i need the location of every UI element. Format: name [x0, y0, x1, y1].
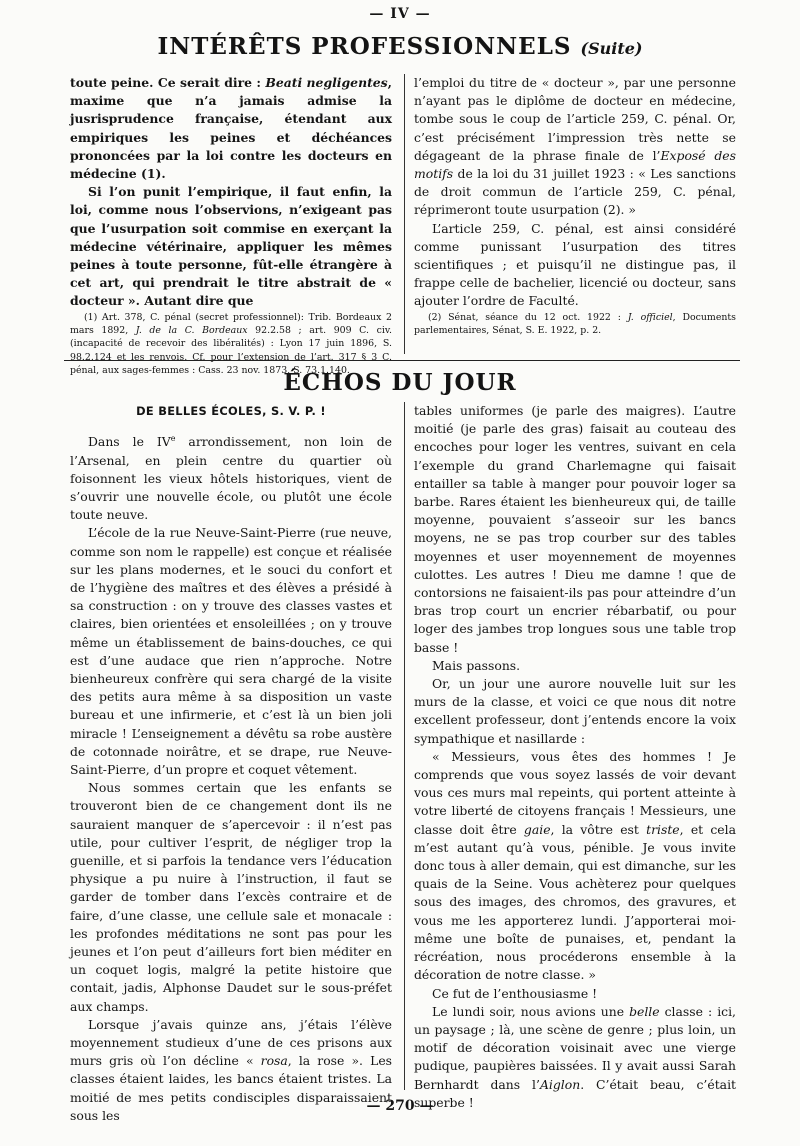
interets-right-column — [414, 74, 736, 337]
article-subhead: DE BELLES ÉCOLES, S. V. P. ! — [136, 404, 326, 418]
paragraph: Ce fut de l’enthousiasme ! — [432, 985, 598, 1001]
paragraph: Nous sommes certain que les enfants se trouveront bien de ce changement dont ils ne sauraient manquer de s’apercevoir : il n’est pas utile, pour cultiver l’esprit, de négliger trop la guenille, et si parfois la tendance vers l’éducation physique a pu nuire à l’instruction, il faut se garder de tomber dans l’excès contraire et de faire, d’une classe, une cellule sale et monacale : les profondes méditations ne sont pas pour les jeunes et l’on peut d’ailleurs fort bien méditer en un coquet logis, malgré la petite histoire que contait, jadis, Alphonse Daudet sur le sous-préfet aux champs. — [70, 780, 392, 1014]
paragraph: Le lundi soir, nous avions une belle classe : ici, un paysage ; là, une scène de genre ; plus loin, un motif de décoration voisinait avec une vierge pudique, paupières baissées. Il y avait aussi Sarah Bernhardt dans l’Aiglon. C’était beau, c’était superbe ! — [414, 1003, 737, 1110]
title-main: INTÉRÊTS PROFESSIONNELS — [157, 33, 572, 60]
section-divider — [64, 360, 740, 361]
echos-right-column — [414, 402, 736, 1112]
column-divider — [404, 402, 405, 1090]
footnote-2: (2) Sénat, séance du 12 oct. 1922 : J. officiel, Documents parlementaires, Sénat, S. E. 1922, p. 2. — [414, 311, 736, 337]
page-number: — 270 — — [366, 1098, 434, 1114]
paragraph: L’article 259, C. pénal, est ainsi considéré comme punissant l’usurpation des titres scientifiques ; et puisqu’il ne distingue pas, il frappe celle de bachelier, licencié ou docteur, sans ajouter l’ordre de Faculté. — [414, 220, 736, 309]
echos-left-column — [70, 402, 392, 1125]
section-title-echos: ÉCHOS DU JOUR — [283, 369, 517, 396]
footnote-1: (1) Art. 378, C. pénal (secret professionnel): Trib. Bordeaux 2 mars 1892, J. de la C. Bordeaux 92.2.58 ; art. 909 C. civ. (incapacité de recevoir des libéralités) : Lyon 17 juin 1896, S. 98.2.124 et les renvois. Cf. pour l’extension de l’art. 317 § 3 C. pénal, aux sages-femmes : Cass. 23 nov. 1873, S. 73.1.140. — [70, 311, 392, 377]
paragraph: « Messieurs, vous êtes des hommes ! Je comprends que vous soyez lassés de voir devant vous ces murs mal repeints, qui portent atteinte à votre liberté de citoyens français ! Messieurs, une classe doit être gaie, la vôtre est triste, et cela m’est autant qu’à vous, pénible. Je vous invite donc tous à aller demain, qui est dimanche, sur les quais de la Seine. Vous achèterez pour quelques sous des images, des chromos, des gravures, et vous me les apporterez lundi. J’apporterai moi-même une boîte de punaises, et, pendant la récréation, nous procéderons ensemble à la décoration de notre classe. » — [414, 748, 736, 983]
paragraph: toute peine. Ce serait dire : Beati negligentes, maxime que n’a jamais admise la jusrisprudence française, étendant aux empiriques les peines et déchéances prononcées par la loi contre les docteurs en médecine (1). — [70, 75, 392, 182]
paragraph: tables uniformes (je parle des maigres). L’autre moitié (je parle des gras) faisait au couteau des encoches pour loger les ventres, suivant en cela l’exemple du grand Charlemagne qui faisait entailler sa table à manger pour pouvoir loger sa barbe. Rares étaient les bienheureux qui, de taille moyenne, pouvaient s’asseoir sur les bancs moyens, ne se pas trop courber sur des tables moyennes et user moyennement de moyennes culottes. Les autres ! Dieu me damne ! que de contorsions ne faisaient-ils pas pour atteindre d’un bras trop court un encrier rébarbatif, ou pour loger des jambes trop longues sous une table trop basse ! — [414, 403, 736, 655]
paragraph: Si l’on punit l’empirique, il faut enfin, la loi, comme nous l’observions, n’exigeant pas que l’usurpation soit commise en exerçant la médecine vétérinaire, appliquer les mêmes peines à toute personne, fût-elle étrangère à cet art, qui prendrait le titre abstrait de « docteur ». Autant dire que — [70, 184, 392, 309]
interets-left-column — [70, 74, 392, 378]
column-divider — [404, 74, 405, 354]
paragraph: Or, un jour une aurore nouvelle luit sur les murs de la classe, et voici ce que nous dit notre excellent professeur, dont j’entends encore la voix sympathique et nasillarde : — [414, 676, 736, 746]
title-suite: (Suite) — [580, 39, 643, 58]
paragraph: Dans le IVe arrondissement, non loin de l’Arsenal, en plein centre du quartier où foisonnent les vieux hôtels historiques, vient de s’ouvrir une nouvelle école, ou plutôt une école toute neuve. — [70, 434, 392, 523]
paragraph: l’emploi du titre de « docteur », par une personne n’ayant pas le diplôme de docteur en médecine, tombe sous le coup de l’article 259, C. pénal. Or, c’est précisément l’impression très nette se dégageant de la phrase finale de l’Exposé des motifs de la loi du 31 juillet 1923 : « Les sanctions de droit commun de l’article 259, C. pénal, réprimeront toute usurpation (2). » — [414, 75, 736, 218]
paragraph: Mais passons. — [432, 657, 521, 673]
paragraph: Lorsque j’avais quinze ans, j’étais l’élève moyennement studieux d’une de ces prisons aux murs gris où l’on décline « rosa, la rose ». Les classes étaient laides, les bancs étaient tristes. La moitié de mes petits condisciples disparaissaient sous les — [70, 1016, 393, 1123]
folio: — IV — — [369, 6, 431, 22]
section-title-interets — [0, 33, 800, 60]
paragraph: L’école de la rue Neuve-Saint-Pierre (rue neuve, comme son nom le rappelle) est conçue et réalisée sur les plans modernes, et le souci du confort et de l’hygiène des maîtres et des élèves a présidé à sa construction : on y trouve des classes vastes et claires, bien orientées et ensoleillées ; on y trouve même un établissement de bains-douches, ce qui est d’une audace que rien n’approche. Notre bienheureux confrère qui sera chargé de la visite des petits aura même à sa disposition un vaste bureau et une infirmerie, et c’est là un bien joli miracle ! L’enseignement a dévêtu sa robe austère de cotonnade noirâtre, et se drape, rue Neuve-Saint-Pierre, d’un propre et coquet vêtement. — [70, 525, 392, 777]
